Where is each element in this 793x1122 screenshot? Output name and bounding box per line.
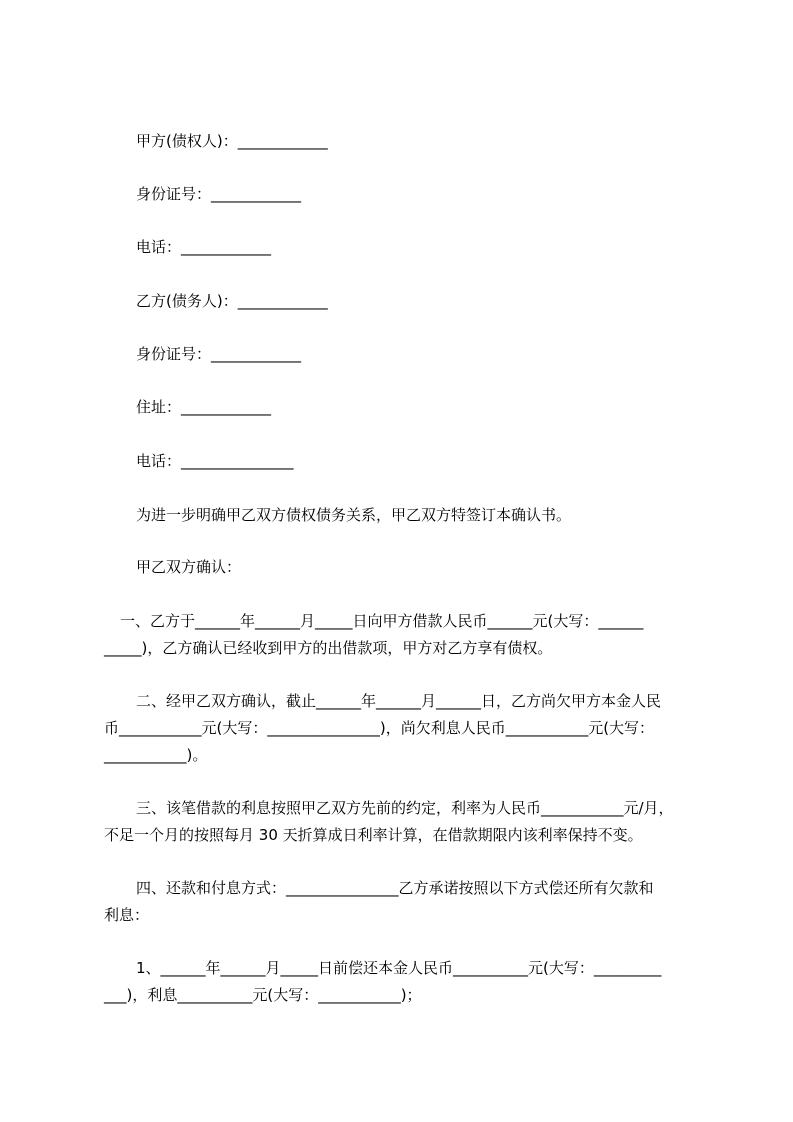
intro-paragraph: 为进一步明确甲乙双方债权债务关系，甲乙双方特签订本确认书。	[136, 506, 572, 524]
confirmation-heading: 甲乙双方确认：	[136, 558, 242, 576]
clause-1-line-2: _____)，乙方确认已经收到甲方的出借款项，甲方对乙方享有债权。	[104, 639, 553, 657]
repayment-item-1-line-2: ___)，利息__________元(大写：___________)；	[104, 986, 422, 1004]
clause-4-line-1: 四、还款和付息方式：_______________乙方承诺按照以下方式偿还所有欠款和	[136, 879, 654, 897]
creditor-phone-field: 电话：____________	[136, 238, 272, 256]
creditor-field: 甲方(债权人)：____________	[136, 132, 328, 150]
clause-2-line-3: ___________)。	[104, 746, 208, 764]
clause-2-line-1: 二、经甲乙双方确认，截止______年______月______日，乙方尚欠甲方本金人民	[136, 692, 662, 710]
debtor-field: 乙方(债务人)：____________	[136, 292, 328, 310]
clause-3-line-1: 三、该笔借款的利息按照甲乙双方先前的约定，利率为人民币___________元/月，	[136, 799, 674, 817]
repayment-item-1-line-1: 1、______年______月_____日前偿还本金人民币__________元(大写：_________	[136, 959, 662, 977]
clause-3-line-2: 不足一个月的按照每月 30 天折算成日利率计算，在借款期限内该利率保持不变。	[104, 826, 643, 844]
clause-4-line-2: 利息：	[104, 906, 150, 924]
creditor-id-field: 身份证号：____________	[136, 185, 302, 203]
debtor-phone-field: 电话：_______________	[136, 452, 294, 470]
debtor-address-field: 住址：____________	[136, 398, 272, 416]
clause-1-line-1: 一、乙方于______年______月_____日向甲方借款人民币______元(大写：______	[120, 612, 644, 630]
debtor-id-field: 身份证号：____________	[136, 345, 302, 363]
clause-2-line-2: 币___________元(大写：_______________)，尚欠利息人民币___________元(大写：	[104, 719, 655, 737]
